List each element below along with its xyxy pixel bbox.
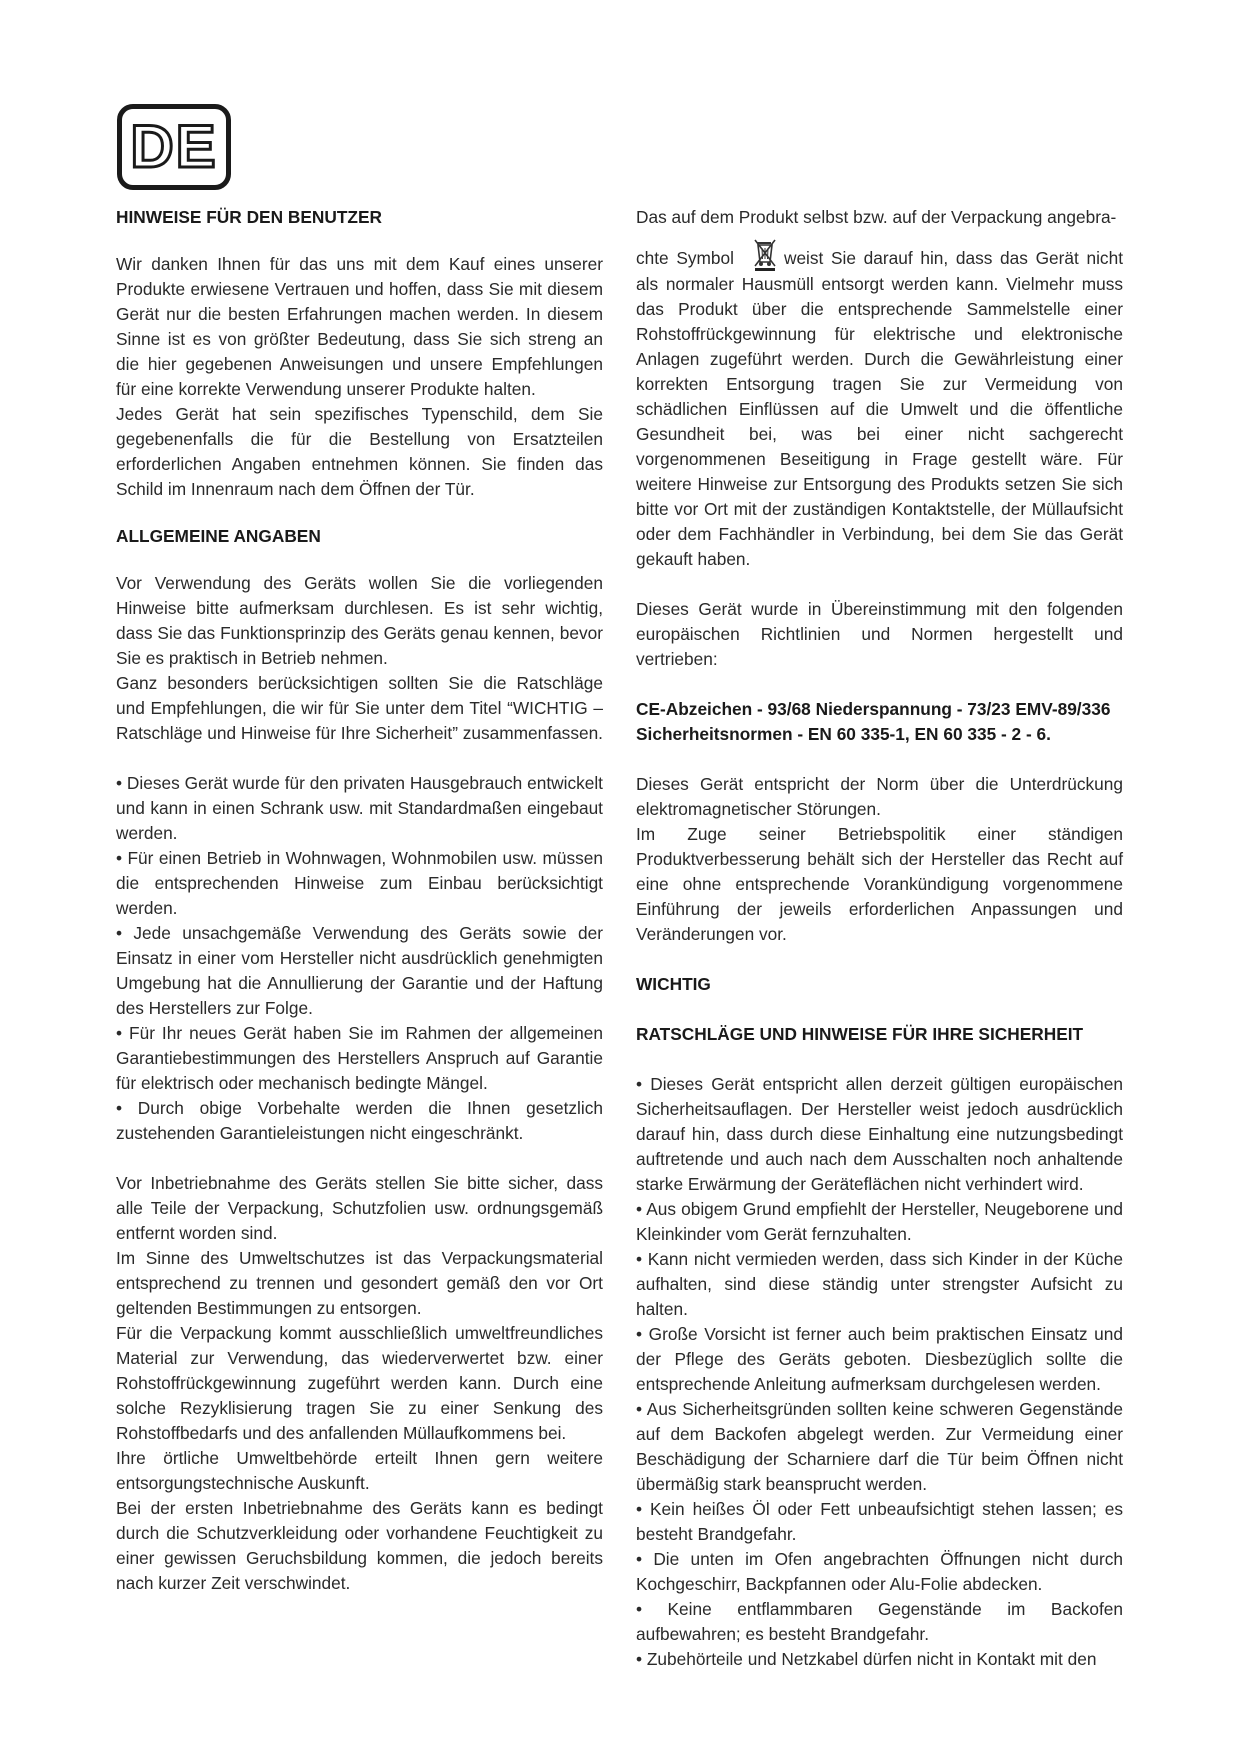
heading-general-info: ALLGEMEINE ANGABEN (116, 526, 321, 546)
disposal-text: weist Sie darauf hin, dass das Gerät nicht als normaler Hausmüll entsorgt werden kann. Vielmehr muss das Produkt über die entsprechende Sammelstelle einer Rohstoffrückgewinnung für elektrische und elektronische Anlagen zugeführt werden. Durch die Gewährleistung einer korrekten Entsorgung tragen Sie zur Vermeidung von schädlichen Einflüssen auf die Umwelt und die öffentliche Gesundheit bei, was bei einer nicht sachgerecht vorgenommenen Beseitigung in Frage gestellt wäre. Für weitere Hinweise zur Entsorgung des Produkts setzen Sie sich bitte vor Ort mit der zuständigen Kontaktstelle, der Müllaufsicht oder dem Fachhändler in Verbindung, bei dem Sie das Gerät gekauft haben. (636, 248, 1123, 569)
safety-bullet-item: • Kein heißes Öl oder Fett unbeaufsichtigt stehen lassen; es besteht Brandgefahr. (636, 1499, 1123, 1544)
heading-user-notes: HINWEISE FÜR DEN BENUTZER (116, 207, 382, 227)
safety-bullet-item: • Keine entflammbaren Gegenstände im Backofen aufbewahren; es besteht Brandgefahr. (636, 1599, 1123, 1644)
safety-bullet-item: • Dieses Gerät entspricht allen derzeit gültigen europäischen Sicherheitsauflagen. Der Hersteller weist jedoch ausdrücklich darauf hin, dass durch diese Einhaltung eine nutzungsbedingt auftretende und auch nach dem Ausschalten noch anhaltende starke Erwärmung der Geräteflächen nicht verhindert wird. (636, 1074, 1123, 1194)
disposal-paragraph (636, 236, 1123, 572)
packaging-paragraph-4: Ihre örtliche Umweltbehörde erteilt Ihnen gern weitere entsorgungstechnische Auskunft. (116, 1448, 603, 1493)
packaging-paragraph-1: Vor Inbetriebnahme des Geräts stellen Sie bitte sicher, dass alle Teile der Verpackung, Schutzfolien usw. ordnungsgemäß entfernt worden sind. (116, 1173, 603, 1243)
safety-bullet-item: • Große Vorsicht ist ferner auch beim praktischen Einsatz und der Pflege des Geräts geboten. Diesbezüglich sollte die entsprechende Anleitung aufmerksam durchgelesen werden. (636, 1324, 1123, 1394)
safety-bullet-item: • Aus Sicherheitsgründen sollten keine schweren Gegenstände auf dem Backofen abgelegt werden. Zur Vermeidung einer Beschädigung der Scharniere darf die Tür beim Öffnen nicht übermäßig stark beansprucht werden. (636, 1399, 1123, 1494)
bullet-item: • Für einen Betrieb in Wohnwagen, Wohnmobilen usw. müssen die entsprechenden Hinweise zum Einbau berücksichtigt werden. (116, 848, 603, 918)
conformity-paragraph: Dieses Gerät wurde in Übereinstimmung mit den folgenden europäischen Richtlinien und Normen hergestellt und vertrieben: (636, 599, 1123, 669)
general-paragraph-2: Ganz besonders berücksichtigen sollten Sie die Ratschläge und Empfehlungen, die wir für Sie unter dem Titel “WICHTIG – Ratschläge und Hinweise für Ihre Sicherheit” zusammenfassen. (116, 673, 603, 743)
safety-bullet-item: • Kann nicht vermieden werden, dass sich Kinder in der Küche aufhalten, sind diese ständig unter strengster Aufsicht zu halten. (636, 1249, 1123, 1319)
crossed-out-wheelie-bin-icon (752, 236, 778, 272)
safety-standards-line: Sicherheitsnormen - EN 60 335-1, EN 60 335 - 2 - 6. (636, 724, 1051, 744)
intro-paragraph-1: Wir danken Ihnen für das uns mit dem Kauf eines unserer Produkte erwiesene Vertrauen und hoffen, dass Sie mit diesem Gerät nur die besten Erfahrungen machen werden. In diesem Sinne ist es von größter Bedeutung, dass Sie sich streng an die hier gegebenen Anweisungen und unsere Empfehlungen für eine korrekte Verwendung unserer Produkte halten. (116, 254, 603, 399)
heading-important: WICHTIG (636, 974, 711, 994)
packaging-paragraph-3: Für die Verpackung kommt ausschließlich umweltfreundliches Material zur Verwendung, das wiederverwertet bzw. einer Rohstoffrückgewinnung zugeführt werden kann. Durch eine solche Rezyklisierung tragen Sie zu einer Senkung des Rohstoffbedarfs und des anfallenden Müllaufkommens bei. (116, 1323, 603, 1443)
disposal-line-1: Das auf dem Produkt selbst bzw. auf der Verpackung angebra- (636, 207, 1117, 227)
bullet-item: • Jede unsachgemäße Verwendung des Geräts sowie der Einsatz in einer vom Hersteller nicht ausdrücklich genehmigten Umgebung hat die Annullierung der Garantie und der Haftung des Herstellers zur Folge. (116, 923, 603, 1018)
heading-safety-advice: RATSCHLÄGE UND HINWEISE FÜR IHRE SICHERHEIT (636, 1024, 1084, 1044)
right-column (636, 205, 1123, 1672)
emc-paragraph-1: Dieses Gerät entspricht der Norm über die Unterdrückung elektromagnetischer Störungen. (636, 774, 1123, 819)
safety-bullet-item: • Zubehörteile und Netzkabel dürfen nicht in Kontakt mit den (636, 1649, 1097, 1669)
bullet-item: • Für Ihr neues Gerät haben Sie im Rahmen der allgemeinen Garantiebestimmungen des Herstellers Anspruch auf Garantie für elektrisch oder mechanisch bedingte Mängel. (116, 1023, 603, 1093)
packaging-paragraph-2: Im Sinne des Umweltschutzes ist das Verpackungsmaterial entsprechend zu trennen und gesondert gemäß den vor Ort geltenden Bestimmungen zu entsorgen. (116, 1248, 603, 1318)
safety-bullet-item: • Aus obigem Grund empfiehlt der Hersteller, Neugeborene und Kleinkinder vom Gerät fernzuhalten. (636, 1199, 1123, 1244)
disposal-symbol-prefix: chte Symbol (636, 248, 734, 268)
emc-paragraph-2: Im Zuge seiner Betriebspolitik einer ständigen Produktverbesserung behält sich der Hersteller das Recht auf eine ohne entsprechende Vorankündigung vorgenommene Einführung der jeweils erforderlichen Anpassungen und Veränderungen vor. (636, 824, 1123, 944)
bullet-item: • Durch obige Vorbehalte werden die Ihnen gesetzlich zustehenden Garantieleistungen nicht eingeschränkt. (116, 1098, 603, 1143)
ce-mark-line: CE-Abzeichen - 93/68 Niederspannung - 73/23 EMV-89/336 (636, 699, 1111, 719)
packaging-paragraph-5: Bei der ersten Inbetriebnahme des Geräts kann es bedingt durch die Schutzverkleidung oder vorhandene Feuchtigkeit zu einer gewissen Geruchsbildung kommen, die jedoch bereits nach kurzer Zeit verschwindet. (116, 1498, 603, 1593)
left-column (116, 205, 603, 1596)
bullet-item: • Dieses Gerät wurde für den privaten Hausgebrauch entwickelt und kann in einen Schrank usw. mit Standardmaßen eingebaut werden. (116, 773, 603, 843)
language-badge-label: DE (130, 113, 218, 180)
language-badge (117, 104, 231, 190)
safety-bullet-item: • Die unten im Ofen angebrachten Öffnungen nicht durch Kochgeschirr, Backpfannen oder Alu-Folie abdecken. (636, 1549, 1123, 1594)
intro-paragraph-2: Jedes Gerät hat sein spezifisches Typenschild, dem Sie gegebenenfalls die für die Bestellung von Ersatzteilen erforderlichen Angaben entnehmen können. Sie finden das Schild im Innenraum nach dem Öffnen der Tür. (116, 404, 603, 499)
general-paragraph-1: Vor Verwendung des Geräts wollen Sie die vorliegenden Hinweise bitte aufmerksam durchlesen. Es ist sehr wichtig, dass Sie das Funktionsprinzip des Geräts genau kennen, bevor Sie es praktisch in Betrieb nehmen. (116, 573, 603, 668)
